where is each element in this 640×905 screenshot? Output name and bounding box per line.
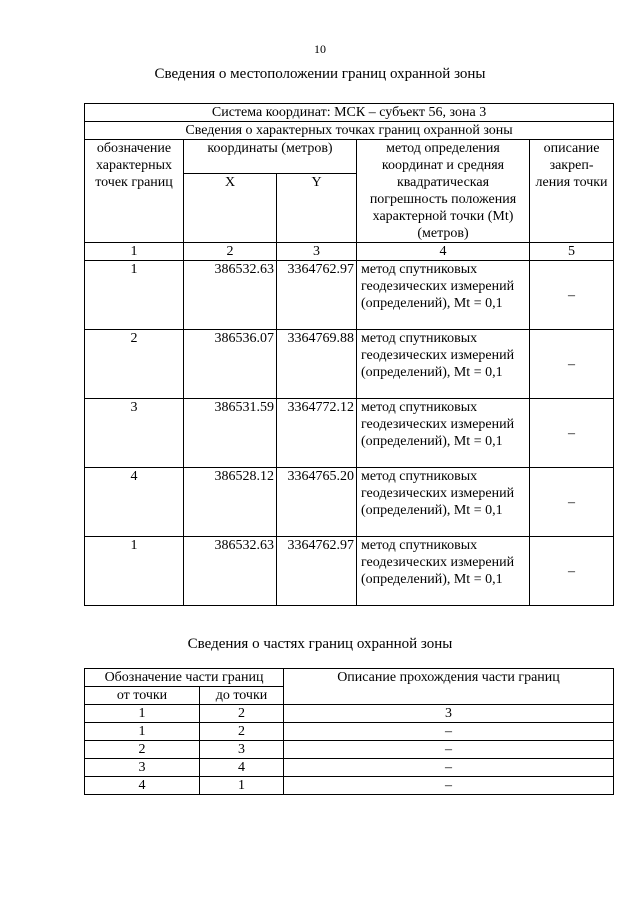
boundary-points-table [84,103,614,606]
y-value: 3364772.12 [277,399,357,468]
y-value: 3364765.20 [277,468,357,537]
point-id: 4 [85,468,184,537]
method-header: метод определения координат и средняя квадратическая погрешность положения характерной точки (Mt) (метров) [357,140,530,243]
point-id: 1 [85,261,184,330]
y-header: Y [277,174,357,243]
page-number: 10 [314,42,326,56]
point-id: 3 [85,399,184,468]
x-value: 386532.63 [184,261,277,330]
table-row [85,468,614,537]
x-value: 386528.12 [184,468,277,537]
part-desc: – [284,741,614,759]
method-value: метод спутниковых геодезических измерений (определений), Mt = 0,1 [357,537,530,606]
fixing-desc-value: – [530,537,614,606]
to-point: 3 [200,741,284,759]
table-row [85,777,614,795]
to-point: 2 [200,723,284,741]
to-point: 1 [200,777,284,795]
part-desc: – [284,723,614,741]
from-point-header: от точки [85,687,200,705]
fixing-desc-value: – [530,468,614,537]
col-number: 3 [277,243,357,261]
y-value: 3364762.97 [277,261,357,330]
x-value: 386536.07 [184,330,277,399]
part-desc: – [284,759,614,777]
fixing-desc-value: – [530,330,614,399]
y-value: 3364762.97 [277,537,357,606]
parts-desc-header: Описание прохождения части границ [284,669,614,705]
from-point: 1 [85,723,200,741]
table-row [85,741,614,759]
from-point: 3 [85,759,200,777]
table-row [85,330,614,399]
from-point: 4 [85,777,200,795]
fixing-desc-value: – [530,399,614,468]
table-row [85,537,614,606]
table-row [85,261,614,330]
fixing-desc-header: описание закреп-ления точки [530,140,614,243]
coords-header: координаты (метров) [184,140,357,174]
method-value: метод спутниковых геодезических измерений (определений), Mt = 0,1 [357,330,530,399]
boundary-parts-table [84,668,614,795]
col-number: 5 [530,243,614,261]
method-value: метод спутниковых геодезических измерений (определений), Mt = 0,1 [357,261,530,330]
method-value: метод спутниковых геодезических измерений (определений), Mt = 0,1 [357,468,530,537]
point-id: 1 [85,537,184,606]
part-desc: – [284,777,614,795]
x-value: 386532.63 [184,537,277,606]
table-row [85,759,614,777]
col-number: 1 [85,705,200,723]
coord-system-header: Система координат: МСК – субъект 56, зона 3 [85,104,614,122]
table-row [85,723,614,741]
col-number: 1 [85,243,184,261]
to-point-header: до точки [200,687,284,705]
section-title-location: Сведения о местоположении границ охранной зоны [154,66,486,82]
col-number: 4 [357,243,530,261]
method-value: метод спутниковых геодезических измерений (определений), Mt = 0,1 [357,399,530,468]
col-number: 3 [284,705,614,723]
x-header: X [184,174,277,243]
point-id: 2 [85,330,184,399]
table-row [85,399,614,468]
fixing-desc-value: – [530,261,614,330]
col-number: 2 [184,243,277,261]
points-subheader: Сведения о характерных точках границ охранной зоны [85,122,614,140]
col-number: 2 [200,705,284,723]
y-value: 3364769.88 [277,330,357,399]
point-designation-header: обозначение характерных точек границ [85,140,184,243]
to-point: 4 [200,759,284,777]
parts-designation-header: Обозначение части границ [85,669,284,687]
section-title-parts: Сведения о частях границ охранной зоны [187,636,453,652]
x-value: 386531.59 [184,399,277,468]
from-point: 2 [85,741,200,759]
